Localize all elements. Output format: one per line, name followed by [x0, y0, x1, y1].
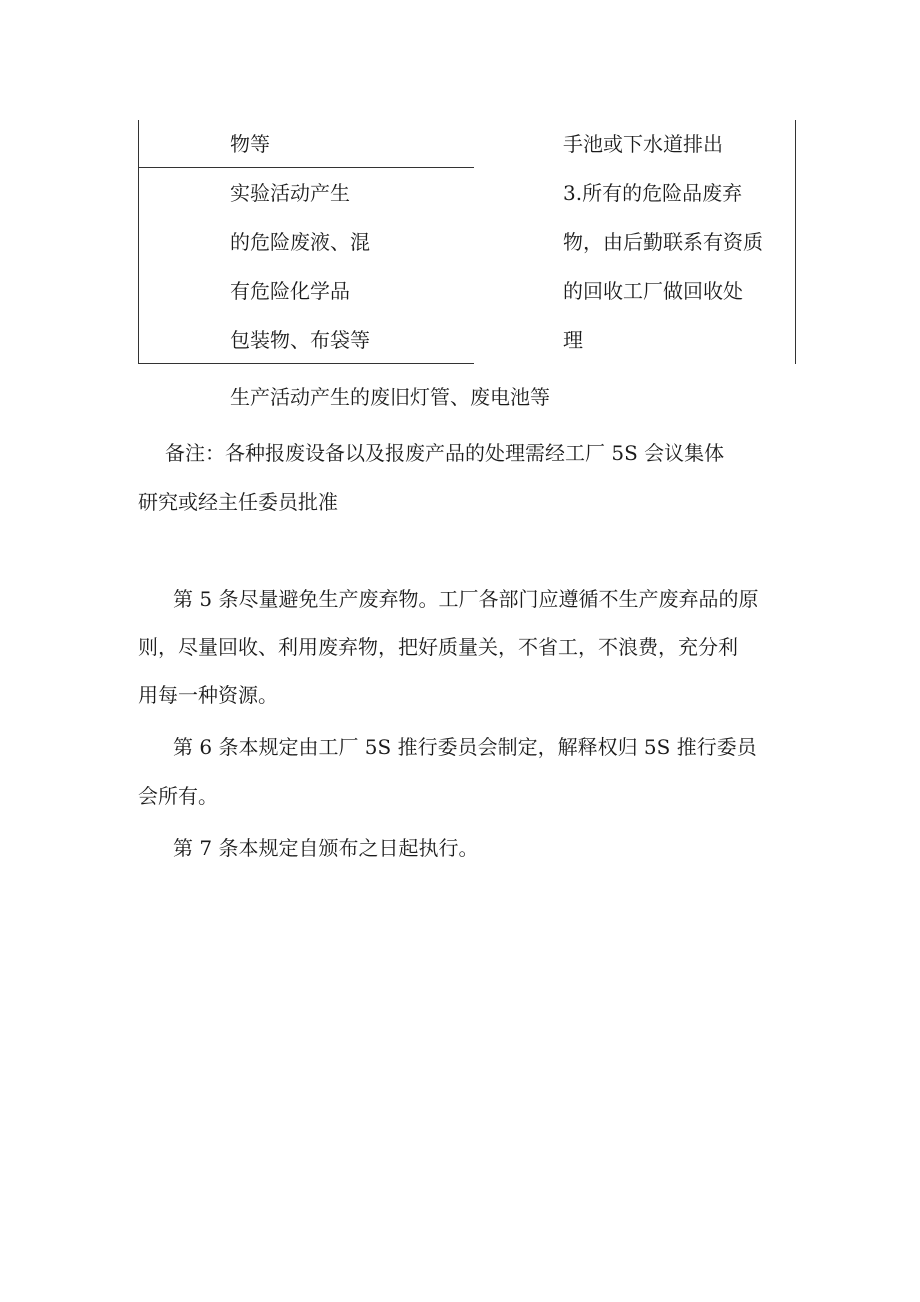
- table-right-border: [795, 120, 796, 364]
- table-left-border: [138, 120, 139, 364]
- table-after-row-text: 生产活动产生的废旧灯管、废电池等: [230, 385, 550, 409]
- table-cell-right-line-3: 物，由后勤联系有资质: [563, 230, 763, 254]
- article-6-line-1: 第 6 条本规定由工厂 5S 推行委员会制定，解释权归 5S 推行委员: [173, 735, 757, 759]
- article-7-line-1: 第 7 条本规定自颁布之日起执行。: [173, 836, 479, 860]
- table-cell-right-line-2: 3.所有的危险品废弃: [563, 181, 743, 205]
- table-cell-left-2-line-2: 的危险废液、混: [230, 230, 370, 254]
- article-5-line-1: 第 5 条尽量避免生产废弃物。工厂各部门应遵循不生产废弃品的原: [173, 587, 759, 611]
- table-row-divider: [138, 167, 474, 168]
- article-6-line-2: 会所有。: [138, 784, 218, 808]
- table-cell-right-line-1: 手池或下水道排出: [563, 132, 723, 156]
- article-5-line-3: 用每一种资源。: [138, 683, 278, 707]
- table-cell-right-line-4: 的回收工厂做回收处: [563, 279, 743, 303]
- table-cell-left-2-line-4: 包装物、布袋等: [230, 328, 370, 352]
- note-line-1: 备注：各种报废设备以及报废产品的处理需经工厂 5S 会议集体: [165, 441, 725, 465]
- table-cell-right-line-5: 理: [563, 328, 583, 352]
- table-cell-left-2-line-1: 实验活动产生: [230, 181, 350, 205]
- table-cell-left-2-line-3: 有危险化学品: [230, 279, 350, 303]
- table-bottom-border: [138, 363, 474, 364]
- note-line-2: 研究或经主任委员批准: [138, 490, 338, 514]
- table-cell-left-1-line-1: 物等: [230, 132, 270, 156]
- article-5-line-2: 则，尽量回收、利用废弃物，把好质量关，不省工，不浪费，充分利: [138, 635, 738, 659]
